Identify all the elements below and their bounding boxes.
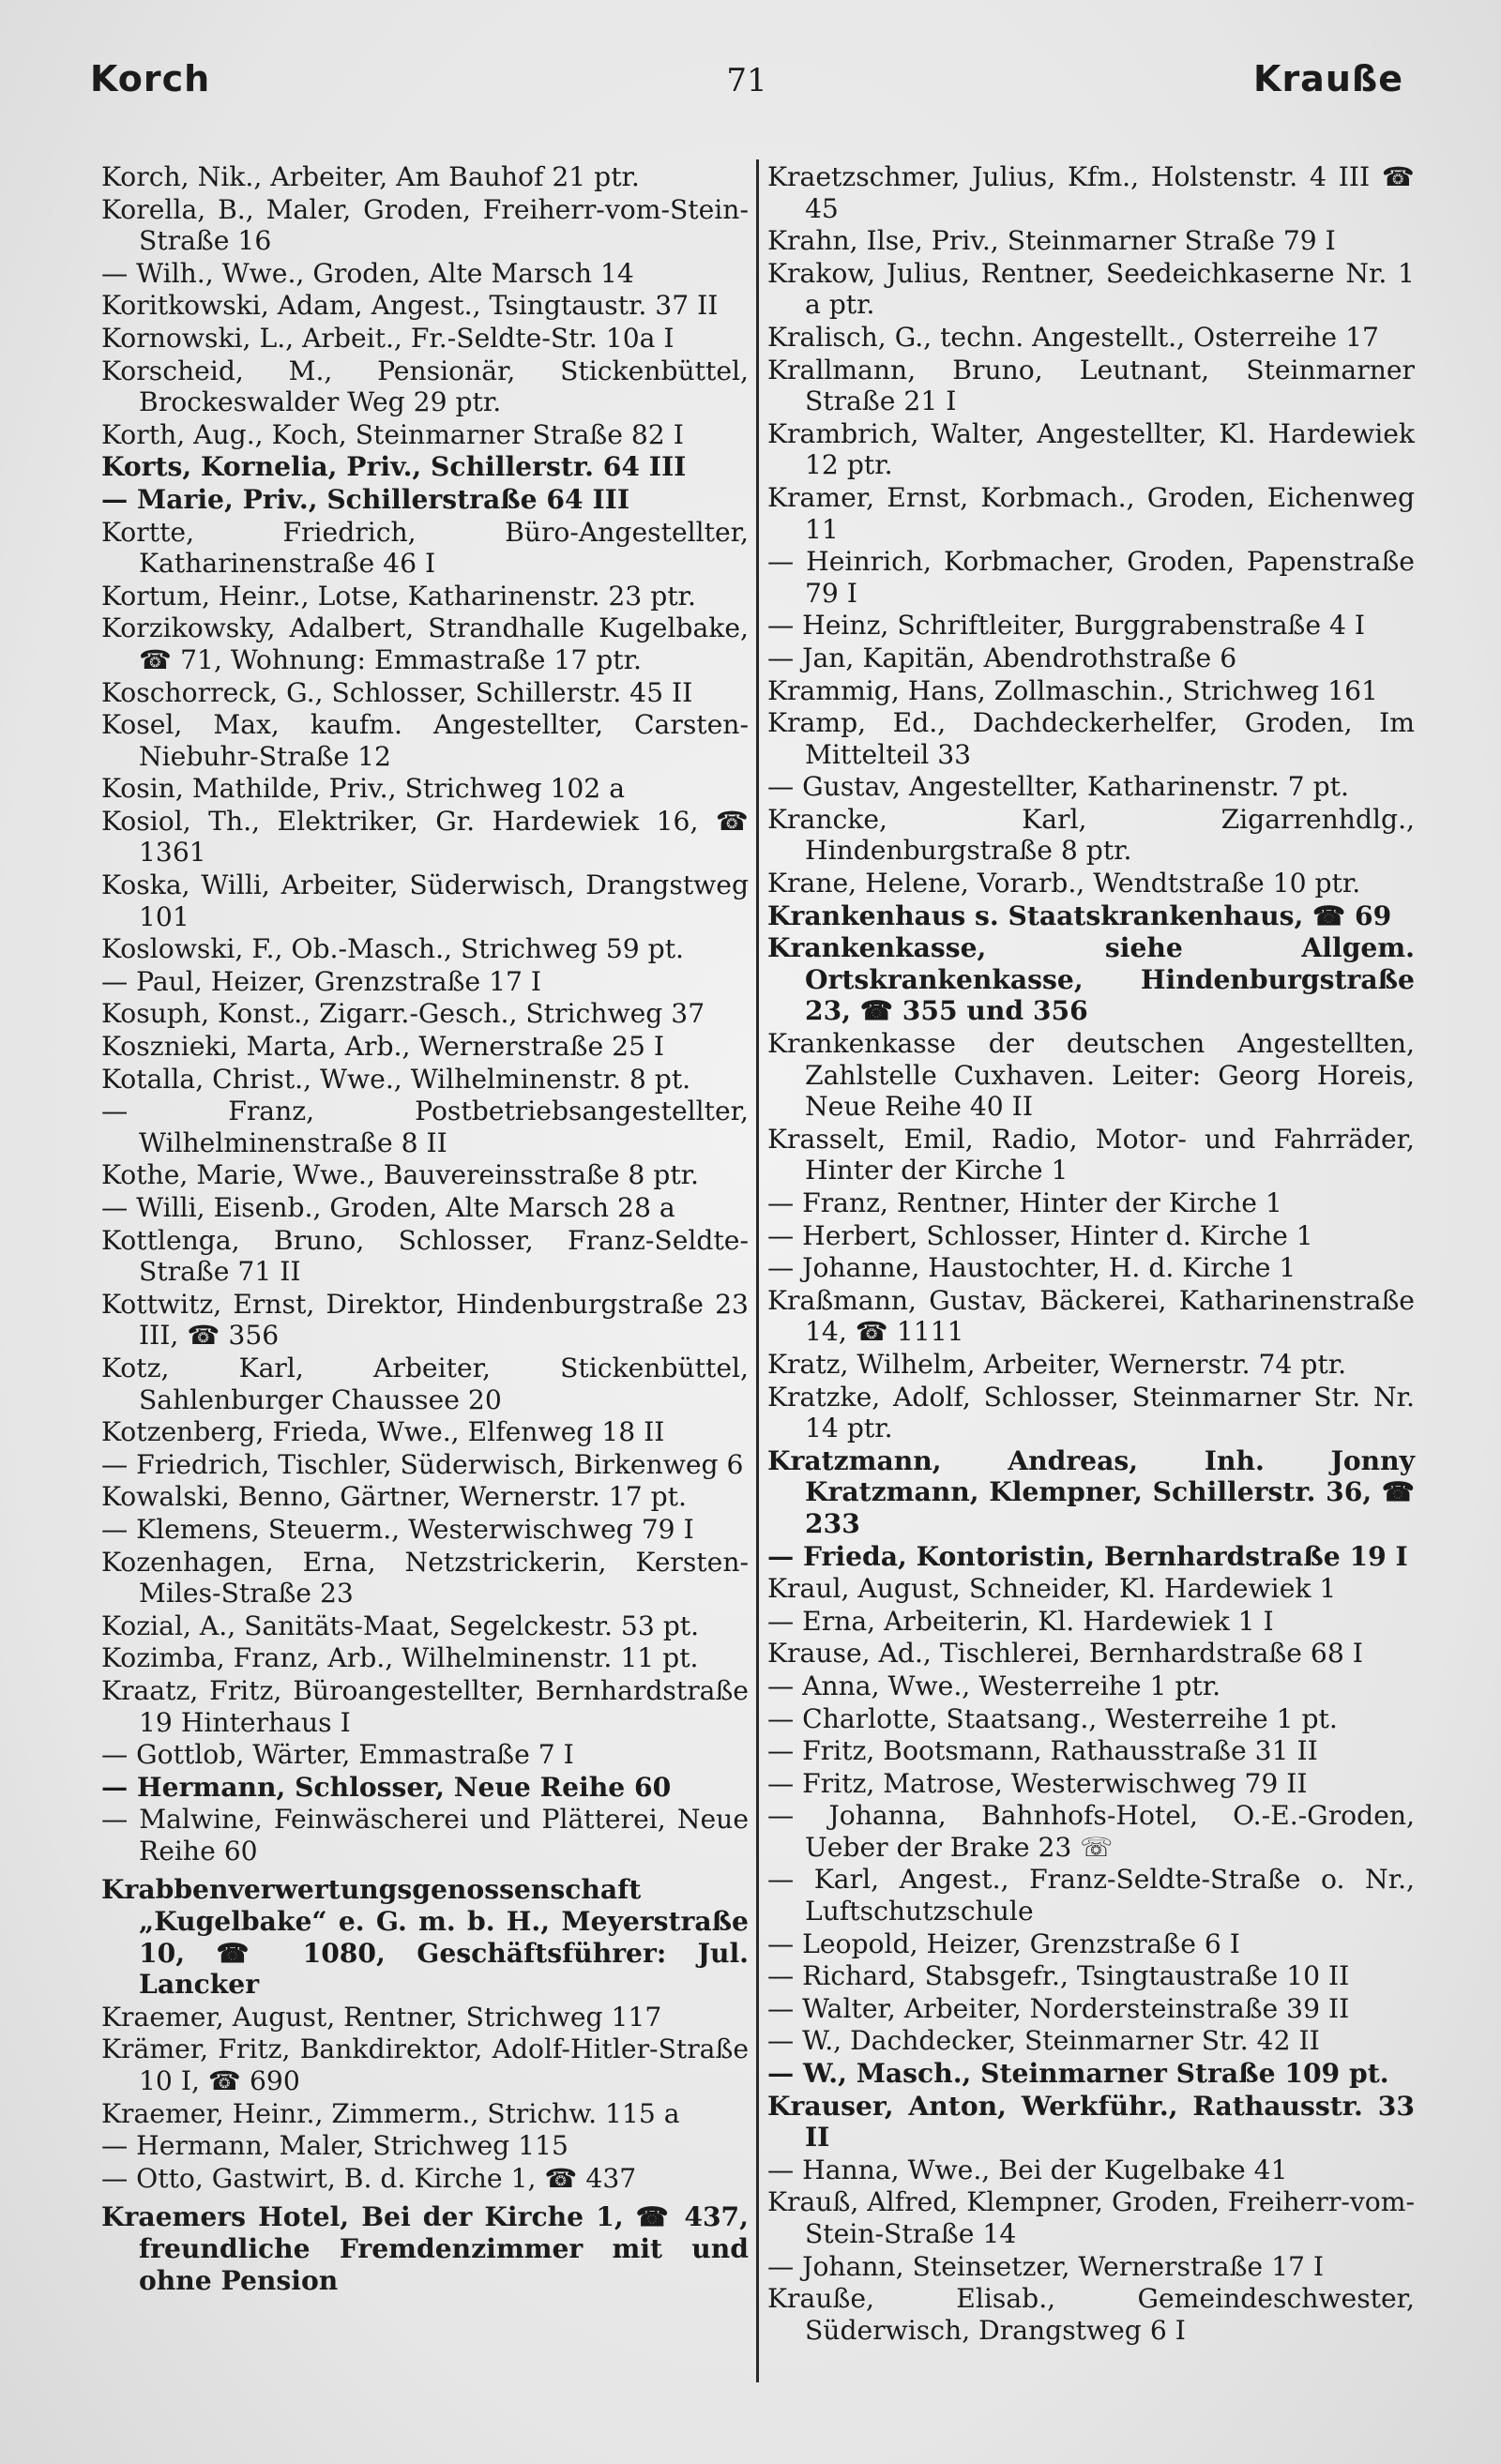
- directory-entry: Kralisch, G., techn. Angestellt., Osterreihe 17: [767, 321, 1379, 353]
- directory-entry: — Herbert, Schlosser, Hinter d. Kirche 1: [767, 1219, 1313, 1251]
- directory-entry: — Wilh., Wwe., Groden, Alte Marsch 14: [101, 257, 634, 289]
- directory-entry: Krankenkasse, siehe Allgem. Ortskrankenkasse, Hindenburgstraße 23, ☎ 355 und 356: [767, 932, 1415, 1027]
- directory-entry: — Franz, Postbetriebsangestellter, Wilhelminenstraße 8 II: [101, 1096, 749, 1158]
- directory-entry: Kramp, Ed., Dachdeckerhelfer, Groden, Im Mittelteil 33: [767, 707, 1415, 770]
- directory-entry: Krancke, Karl, Zigarrenhdlg., Hindenburgstraße 8 ptr.: [767, 803, 1415, 867]
- directory-entry: Kotz, Karl, Arbeiter, Stickenbüttel, Sahlenburger Chaussee 20: [101, 1352, 749, 1415]
- directory-entry: Krane, Helene, Vorarb., Wendtstraße 10 ptr.: [767, 868, 1361, 899]
- directory-entry: Krabbenverwertungsgenossenschaft „Kugelbake“ e. G. m. b. H., Meyerstraße 10, ☎ 1080, Geschäftsführer: Jul. Lancker: [101, 1874, 749, 2001]
- directory-entry: — Otto, Gastwirt, B. d. Kirche 1, ☎ 437: [101, 2162, 637, 2194]
- directory-entry: — Paul, Heizer, Grenzstraße 17 I: [101, 965, 542, 997]
- directory-entry: — Leopold, Heizer, Grenzstraße 6 I: [767, 1927, 1240, 1959]
- directory-entry: — Johann, Steinsetzer, Wernerstraße 17 I: [767, 2250, 1325, 2282]
- directory-entry: Korscheid, M., Pensionär, Stickenbüttel, Brockeswalder Weg 29 ptr.: [101, 355, 749, 418]
- directory-entry: Kowalski, Benno, Gärtner, Wernerstr. 17 pt.: [101, 1481, 687, 1513]
- directory-entry: Kramer, Ernst, Korbmach., Groden, Eichenweg 11: [767, 481, 1415, 545]
- directory-entry: Koschorreck, G., Schlosser, Schillerstr. 45 II: [101, 676, 693, 708]
- directory-entry: Kortte, Friedrich, Büro-Angestellter, Katharinenstraße 46 I: [101, 516, 749, 580]
- directory-entry: — Walter, Arbeiter, Nordersteinstraße 39 II: [767, 1992, 1350, 2024]
- directory-entry: — Frieda, Kontoristin, Bernhardstraße 19 I: [767, 1540, 1408, 1572]
- directory-entry: Korella, B., Maler, Groden, Freiherr-vom-Stein-Straße 16: [101, 193, 749, 257]
- header-first-name: Korch: [90, 58, 211, 99]
- directory-entry: Kotzenberg, Frieda, Wwe., Elfenweg 18 II: [101, 1416, 665, 1448]
- directory-entry: Kraemer, August, Rentner, Strichweg 117: [101, 2001, 662, 2033]
- directory-entry: Korts, Kornelia, Priv., Schillerstr. 64 III: [101, 451, 687, 483]
- directory-entry: Koritkowski, Adam, Angest., Tsingtaustr. 37 II: [101, 290, 719, 322]
- directory-entry: Kosznieki, Marta, Arb., Wernerstraße 25 I: [101, 1031, 665, 1063]
- directory-entry: Krallmann, Bruno, Leutnant, Steinmarner Straße 21 I: [767, 354, 1415, 417]
- directory-entry: Korzikowsky, Adalbert, Strandhalle Kugelbake, ☎ 71, Wohnung: Emmastraße 17 ptr.: [101, 612, 749, 675]
- directory-entry: Kosiol, Th., Elektriker, Gr. Hardewiek 16, ☎ 1361: [101, 805, 749, 869]
- directory-entry: Kottlenga, Bruno, Schlosser, Franz-Seldte-Straße 71 II: [101, 1224, 749, 1288]
- directory-entry: Kotalla, Christ., Wwe., Wilhelminenstr. 8 pt.: [101, 1063, 691, 1095]
- directory-entry: Krambrich, Walter, Angestellter, Kl. Hardewiek 12 ptr.: [767, 417, 1415, 481]
- directory-entry: — Gottlob, Wärter, Emmastraße 7 I: [101, 1739, 574, 1771]
- directory-entry: — W., Masch., Steinmarner Straße 109 pt.: [767, 2058, 1389, 2090]
- directory-entry: Kortum, Heinr., Lotse, Katharinenstr. 23 ptr.: [101, 580, 696, 612]
- directory-entry: — Karl, Angest., Franz-Seldte-Straße o. Nr., Luftschutzschule: [767, 1864, 1415, 1927]
- directory-entry: Kratzke, Adolf, Schlosser, Steinmarner Str. Nr. 14 ptr.: [767, 1381, 1415, 1444]
- directory-entry: Krause, Ad., Tischlerei, Bernhardstraße 68 I: [767, 1638, 1363, 1670]
- directory-entry: — Willi, Eisenb., Groden, Alte Marsch 28 a: [101, 1192, 675, 1223]
- right-column: [767, 161, 1415, 2347]
- directory-entry: Krauße, Elisab., Gemeindeschwester, Süderwisch, Drangstweg 6 I: [767, 2283, 1415, 2346]
- directory-entry: Kraul, August, Schneider, Kl. Hardewiek 1: [767, 1573, 1337, 1605]
- directory-entry: — Johanne, Haustochter, H. d. Kirche 1: [767, 1252, 1296, 1284]
- directory-entry: — Fritz, Bootsmann, Rathausstraße 31 II: [767, 1735, 1318, 1767]
- page-header: [90, 58, 1403, 114]
- directory-entry: — Charlotte, Staatsang., Westerreihe 1 pt.: [767, 1702, 1338, 1734]
- directory-entry: Krauß, Alfred, Klempner, Groden, Freiherr-vom-Stein-Straße 14: [767, 2186, 1415, 2249]
- directory-entry: — Anna, Wwe., Westerreihe 1 ptr.: [767, 1670, 1221, 1701]
- directory-entry: — Johanna, Bahnhofs-Hotel, O.-E.-Groden, Ueber der Brake 23 ☏: [767, 1800, 1415, 1863]
- page-number: 71: [726, 62, 767, 99]
- directory-entry: Kothe, Marie, Wwe., Bauvereinsstraße 8 ptr.: [101, 1159, 699, 1191]
- directory-entry: Kosuph, Konst., Zigarr.-Gesch., Strichweg 37: [101, 998, 705, 1030]
- directory-entry: — Gustav, Angestellter, Katharinenstr. 7 pt.: [767, 771, 1349, 803]
- directory-entry: — Fritz, Matrose, Westerwischweg 79 II: [767, 1767, 1308, 1799]
- directory-entry: — Friedrich, Tischler, Süderwisch, Birkenweg 6: [101, 1448, 744, 1480]
- directory-entry: Kraßmann, Gustav, Bäckerei, Katharinenstraße 14, ☎ 1111: [767, 1284, 1415, 1348]
- directory-entry: Kornowski, L., Arbeit., Fr.-Seldte-Str. 10a I: [101, 322, 675, 354]
- column-divider: [756, 159, 759, 2382]
- directory-entry: — Marie, Priv., Schillerstraße 64 III: [101, 483, 630, 515]
- directory-entry: Krakow, Julius, Rentner, Seedeichkaserne Nr. 1 a ptr.: [767, 257, 1415, 321]
- directory-entry: Korch, Nik., Arbeiter, Am Bauhof 21 ptr.: [101, 161, 640, 192]
- directory-entry: Koslowski, F., Ob.-Masch., Strichweg 59 pt.: [101, 933, 685, 965]
- directory-entry: Krankenhaus s. Staatskrankenhaus, ☎ 69: [767, 899, 1392, 931]
- directory-entry: Krämer, Fritz, Bankdirektor, Adolf-Hitler-Straße 10 I, ☎ 690: [101, 2033, 749, 2097]
- directory-entry: — Klemens, Steuerm., Westerwischweg 79 I: [101, 1513, 694, 1545]
- directory-entry: Krauser, Anton, Werkführ., Rathausstr. 33 II: [767, 2090, 1415, 2154]
- directory-entry: Krankenkasse der deutschen Angestellten, Zahlstelle Cuxhaven. Leiter: Georg Horeis, Neue Reihe 40 II: [767, 1028, 1415, 1123]
- directory-entry: — Richard, Stabsgefr., Tsingtaustraße 10 II: [767, 1960, 1350, 1992]
- directory-entry: — Heinz, Schriftleiter, Burggrabenstraße 4 I: [767, 610, 1366, 642]
- directory-entry: Krasselt, Emil, Radio, Motor- und Fahrräder, Hinter der Kirche 1: [767, 1123, 1415, 1187]
- directory-entry: — Erna, Arbeiterin, Kl. Hardewiek 1 I: [767, 1605, 1274, 1637]
- header-last-name: Krauße: [1253, 58, 1403, 99]
- left-column: [101, 161, 749, 2297]
- directory-entry: Krammig, Hans, Zollmaschin., Strichweg 161: [767, 674, 1378, 706]
- directory-entry: Kraemer, Heinr., Zimmerm., Strichw. 115 a: [101, 2097, 680, 2129]
- directory-entry: Krahn, Ilse, Priv., Steinmarner Straße 79 I: [767, 225, 1336, 257]
- directory-entry: Kottwitz, Ernst, Direktor, Hindenburgstraße 23 III, ☎ 356: [101, 1288, 749, 1352]
- directory-entry: Koska, Willi, Arbeiter, Süderwisch, Drangstweg 101: [101, 869, 749, 932]
- directory-entry: — Malwine, Feinwäscherei und Plätterei, Neue Reihe 60: [101, 1804, 749, 1867]
- directory-entry: — Hermann, Maler, Strichweg 115: [101, 2130, 569, 2162]
- directory-entry: Kraatz, Fritz, Büroangestellter, Bernhardstraße 19 Hinterhaus I: [101, 1674, 749, 1738]
- directory-entry: — Hermann, Schlosser, Neue Reihe 60: [101, 1771, 672, 1803]
- directory-entry: Kosin, Mathilde, Priv., Strichweg 102 a: [101, 773, 626, 805]
- directory-entry: Kozimba, Franz, Arb., Wilhelminenstr. 11 pt.: [101, 1642, 699, 1674]
- directory-entry: — Franz, Rentner, Hinter der Kirche 1: [767, 1187, 1282, 1218]
- directory-entry: Kratzmann, Andreas, Inh. Jonny Kratzmann, Klempner, Schillerstr. 36, ☎ 233: [767, 1444, 1415, 1539]
- directory-entry: — Hanna, Wwe., Bei der Kugelbake 41: [767, 2154, 1288, 2185]
- directory-entry: — W., Dachdecker, Steinmarner Str. 42 II: [767, 2025, 1320, 2057]
- directory-entry: Kratz, Wilhelm, Arbeiter, Wernerstr. 74 ptr.: [767, 1348, 1347, 1380]
- directory-entry: Kozenhagen, Erna, Netzstrickerin, Kersten-Miles-Straße 23: [101, 1546, 749, 1610]
- directory-entry: Kraemers Hotel, Bei der Kirche 1, ☎ 437, freundliche Fremdenzimmer mit und ohne Pension: [101, 2201, 749, 2296]
- directory-entry: Kozial, A., Sanitäts-Maat, Segelckestr. 53 pt.: [101, 1610, 700, 1641]
- directory-entry: Kraetzschmer, Julius, Kfm., Holstenstr. 4 III ☎ 45: [767, 161, 1415, 224]
- directory-entry: — Heinrich, Korbmacher, Groden, Papenstraße 79 I: [767, 546, 1415, 609]
- directory-entry: Korth, Aug., Koch, Steinmarner Straße 82 I: [101, 418, 684, 450]
- directory-entry: Kosel, Max, kaufm. Angestellter, Carsten-Niebuhr-Straße 12: [101, 709, 749, 772]
- directory-entry: — Jan, Kapitän, Abendrothstraße 6: [767, 642, 1237, 673]
